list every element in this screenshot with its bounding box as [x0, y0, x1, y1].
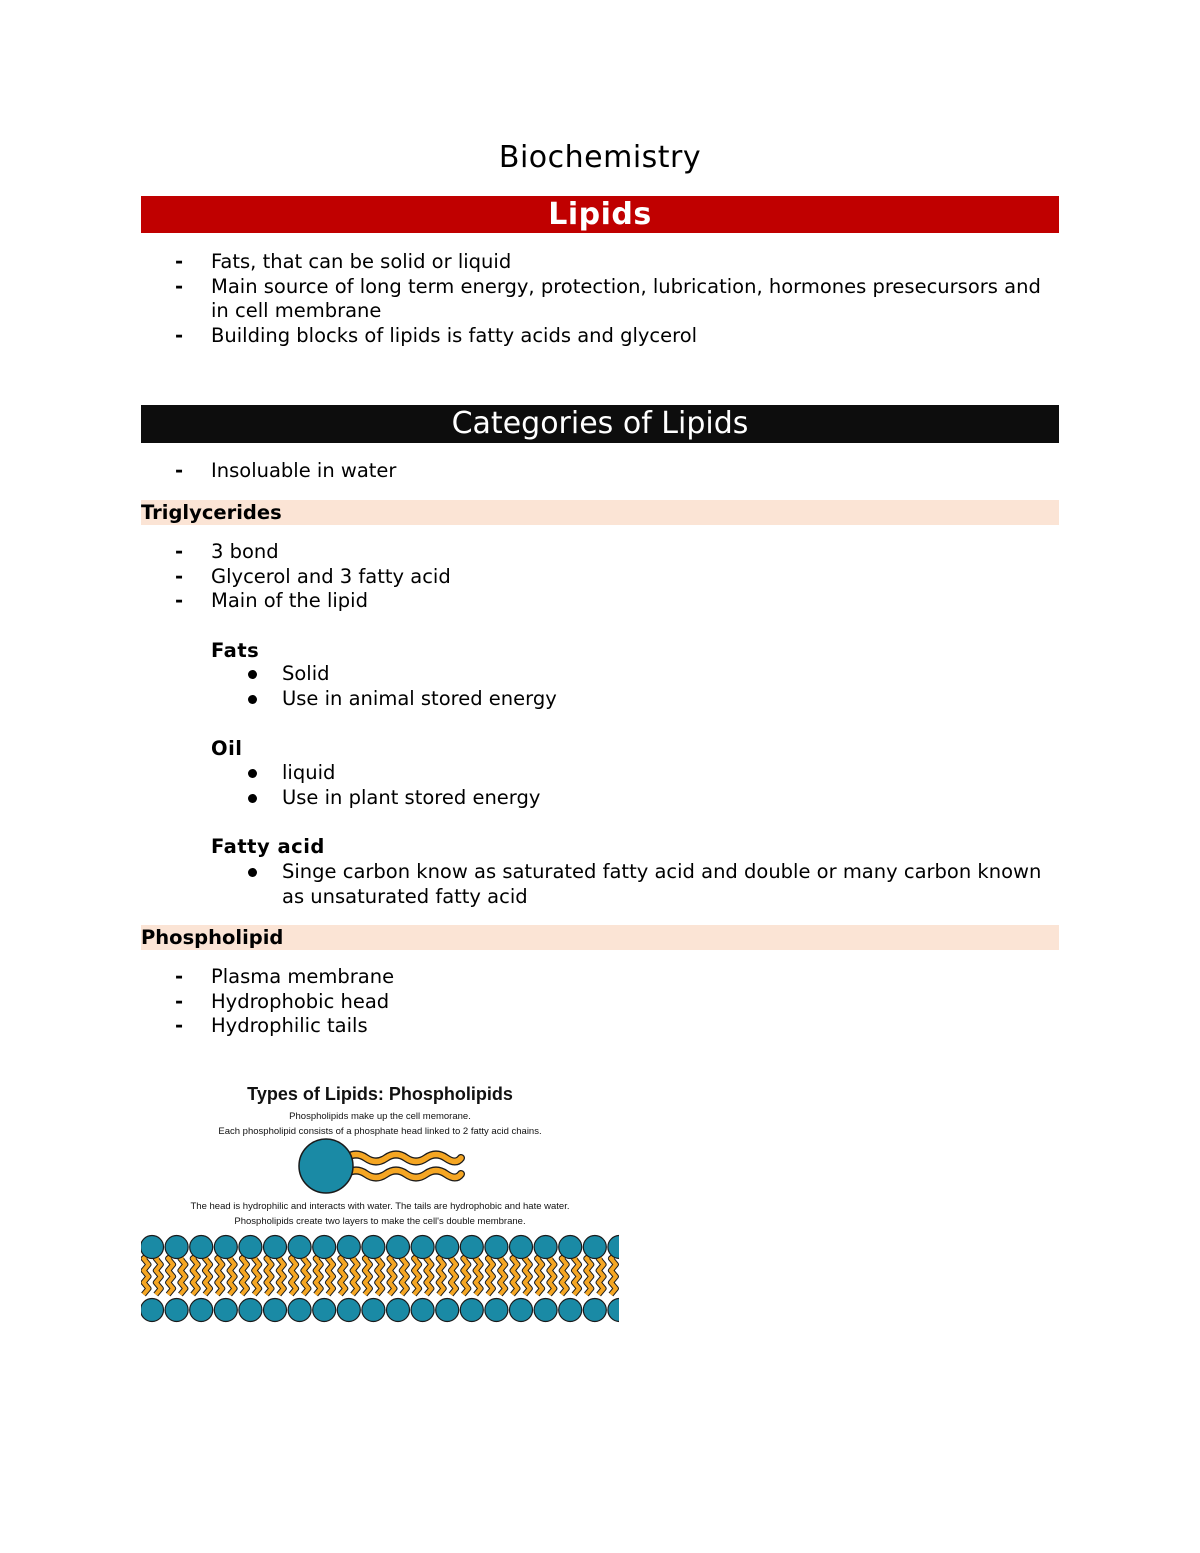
- lipid-head-icon: [239, 1299, 262, 1322]
- lipid-head-icon: [190, 1236, 213, 1259]
- lipid-head-icon: [362, 1236, 385, 1259]
- lipid-head-icon: [485, 1236, 508, 1259]
- phospholipid-list: [141, 965, 1059, 1039]
- bullet-icon: [248, 670, 257, 679]
- figure-caption-4: Phospholipids create two layers to make the cell's double membrane.: [234, 1216, 526, 1227]
- lipid-head-icon: [608, 1236, 619, 1259]
- lipid-head-icon: [239, 1236, 262, 1259]
- figure-title: Types of Lipids: Phospholipids: [247, 1084, 513, 1104]
- lipid-head-icon: [485, 1299, 508, 1322]
- lipid-head-icon: [165, 1236, 188, 1259]
- oil-list: [211, 761, 1059, 810]
- fats-list: [211, 662, 1059, 711]
- list-item: Use in plant stored energy: [211, 786, 1059, 811]
- lipid-head-icon: [510, 1299, 533, 1322]
- lipid-head-icon: [190, 1299, 213, 1322]
- bullet-icon: [248, 769, 257, 778]
- lipid-head-icon: [534, 1236, 557, 1259]
- oil-heading: Oil: [211, 737, 243, 760]
- triglycerides-heading: Triglycerides: [141, 500, 1059, 525]
- phosphate-head-icon: [299, 1139, 353, 1193]
- lipid-head-icon: [214, 1299, 237, 1322]
- lipid-head-icon: [436, 1299, 459, 1322]
- lipid-head-icon: [608, 1299, 619, 1322]
- lipid-head-icon: [460, 1236, 483, 1259]
- single-phospholipid: [299, 1139, 461, 1193]
- categories-list: [141, 459, 1059, 484]
- lipid-head-icon: [313, 1299, 336, 1322]
- phospholipid-heading: Phospholipid: [141, 925, 1059, 950]
- bullet-icon: [248, 868, 257, 877]
- list-item: - Main of the lipid: [175, 589, 368, 612]
- triglycerides-list: [141, 540, 1059, 614]
- list-item: Singe carbon know as saturated fatty acid and double or many carbon known as unsaturated fatty acid: [211, 860, 1059, 909]
- figure-caption-3: The head is hydrophilic and interacts with water. The tails are hydrophobic and hate water.: [190, 1201, 570, 1212]
- list-item: - Glycerol and 3 fatty acid: [175, 564, 451, 588]
- fatty-acid-heading: Fatty acid: [211, 835, 325, 858]
- list-item: - Fats, that can be solid or liquid: [175, 250, 512, 273]
- figure-caption-1: Phospholipids make up the cell memorane.: [289, 1111, 471, 1122]
- document-title: Biochemistry: [498, 140, 702, 175]
- lipid-head-icon: [534, 1299, 557, 1322]
- fatty-acid-list: [211, 860, 1059, 909]
- list-item: - Plasma membrane: [175, 965, 395, 988]
- list-item: Use in animal stored energy: [211, 687, 1059, 712]
- lipid-head-icon: [436, 1236, 459, 1259]
- lipid-head-icon: [214, 1236, 237, 1259]
- list-item: - 3 bond: [175, 540, 279, 563]
- bilayer-illustration: [141, 1236, 619, 1322]
- lipid-head-icon: [559, 1299, 582, 1322]
- lipid-head-icon: [583, 1236, 606, 1259]
- lipid-head-icon: [387, 1299, 410, 1322]
- lipid-head-icon: [264, 1299, 287, 1322]
- list-item: - Hydrophilic tails: [175, 1014, 368, 1037]
- lipid-head-icon: [460, 1299, 483, 1322]
- lipid-head-icon: [337, 1236, 360, 1259]
- bullet-icon: [248, 794, 257, 803]
- lipid-head-icon: [510, 1236, 533, 1259]
- list-item: - Hydrophobic head: [175, 989, 390, 1013]
- lipid-head-icon: [362, 1299, 385, 1322]
- lipid-head-icon: [141, 1236, 164, 1259]
- lipid-head-icon: [288, 1236, 311, 1259]
- lipid-head-icon: [411, 1299, 434, 1322]
- categories-banner: Categories of Lipids: [141, 405, 1059, 443]
- lipid-head-icon: [583, 1299, 606, 1322]
- lipid-head-icon: [165, 1299, 188, 1322]
- figure-caption-2: Each phospholipid consists of a phosphate head linked to 2 fatty acid chains.: [218, 1126, 542, 1137]
- lipids-list: [141, 250, 1059, 348]
- list-item: - Main source of long term energy, protection, lubrication, hormones presecursors and in cell membrane: [175, 274, 1041, 322]
- lipid-head-icon: [387, 1236, 410, 1259]
- lipids-banner: Lipids: [141, 196, 1059, 233]
- fats-heading: Fats: [211, 639, 260, 662]
- lipid-head-icon: [559, 1236, 582, 1259]
- list-item: Solid: [211, 662, 1059, 687]
- lipid-head-icon: [141, 1299, 164, 1322]
- list-item: liquid: [211, 761, 1059, 786]
- lipid-head-icon: [264, 1236, 287, 1259]
- bullet-icon: [248, 695, 257, 704]
- list-item: - Insoluable in water: [175, 459, 397, 482]
- lipid-head-icon: [313, 1236, 336, 1259]
- lipid-head-icon: [337, 1299, 360, 1322]
- lipid-head-icon: [411, 1236, 434, 1259]
- phospholipid-figure: [141, 1075, 619, 1325]
- lipid-head-icon: [288, 1299, 311, 1322]
- list-item: - Building blocks of lipids is fatty acids and glycerol: [175, 323, 698, 347]
